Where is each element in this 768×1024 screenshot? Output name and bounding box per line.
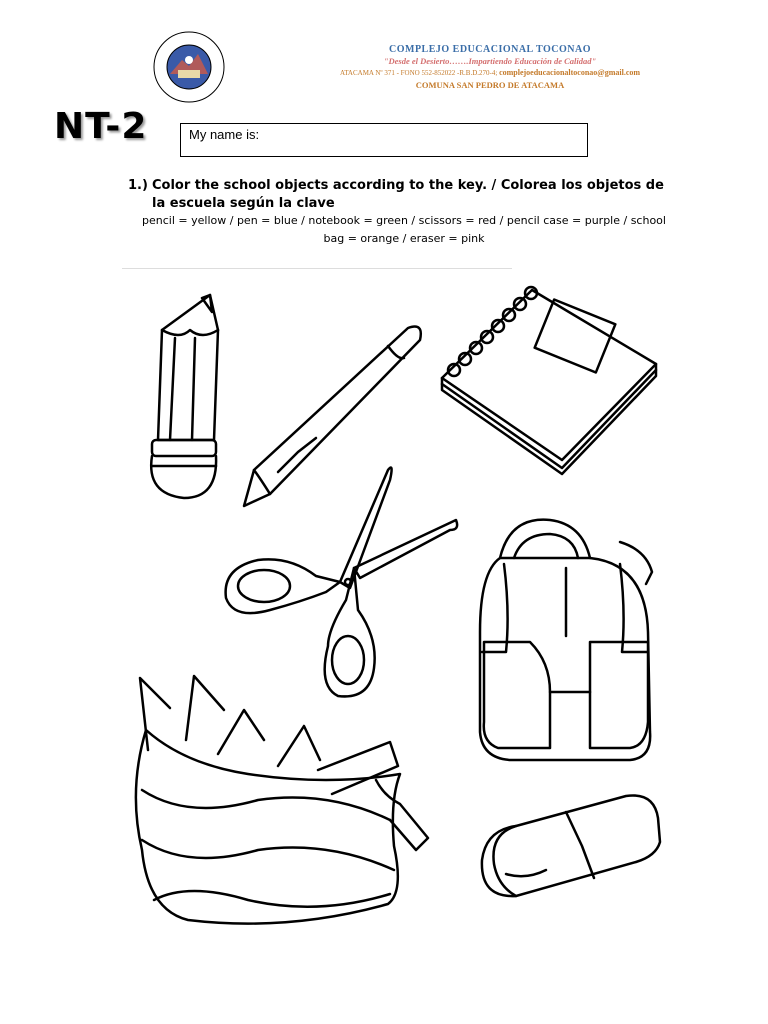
school-logo	[152, 30, 226, 104]
divider	[122, 268, 512, 269]
eraser-icon	[476, 790, 666, 902]
pencil-case-icon	[128, 670, 436, 932]
color-key: pencil = yellow / pen = blue / notebook = green / scissors = red / pencil case = purple / school bag = orange / eraser = pink	[142, 214, 666, 245]
level-title: NT-2	[54, 106, 148, 147]
question-1	[128, 177, 668, 213]
school-bag-icon	[470, 512, 660, 774]
question-text: Color the school objects according to the key. / Colorea los objetos de la escuela según la clave	[152, 178, 664, 211]
school-email: complejoeducacionaltoconao@gmail.com	[499, 68, 641, 77]
name-label: My name is:	[189, 127, 260, 142]
school-address	[250, 67, 730, 79]
address-text: ATACAMA Nº 371 - FONO 552-852022 -R.B.D.270-4;	[339, 69, 498, 77]
school-commune: COMUNA SAN PEDRO DE ATACAMA	[415, 80, 565, 90]
question-number: 1.)	[128, 178, 148, 193]
pencil-icon	[140, 290, 230, 510]
name-field[interactable]	[180, 123, 588, 157]
school-name: COMPLEJO EDUCACIONAL TOCONAO	[389, 44, 591, 55]
school-header	[250, 44, 730, 91]
school-motto: "Desde el Desierto…….Impartiendo Educación de Calidad"	[383, 56, 597, 66]
notebook-icon	[432, 270, 664, 490]
